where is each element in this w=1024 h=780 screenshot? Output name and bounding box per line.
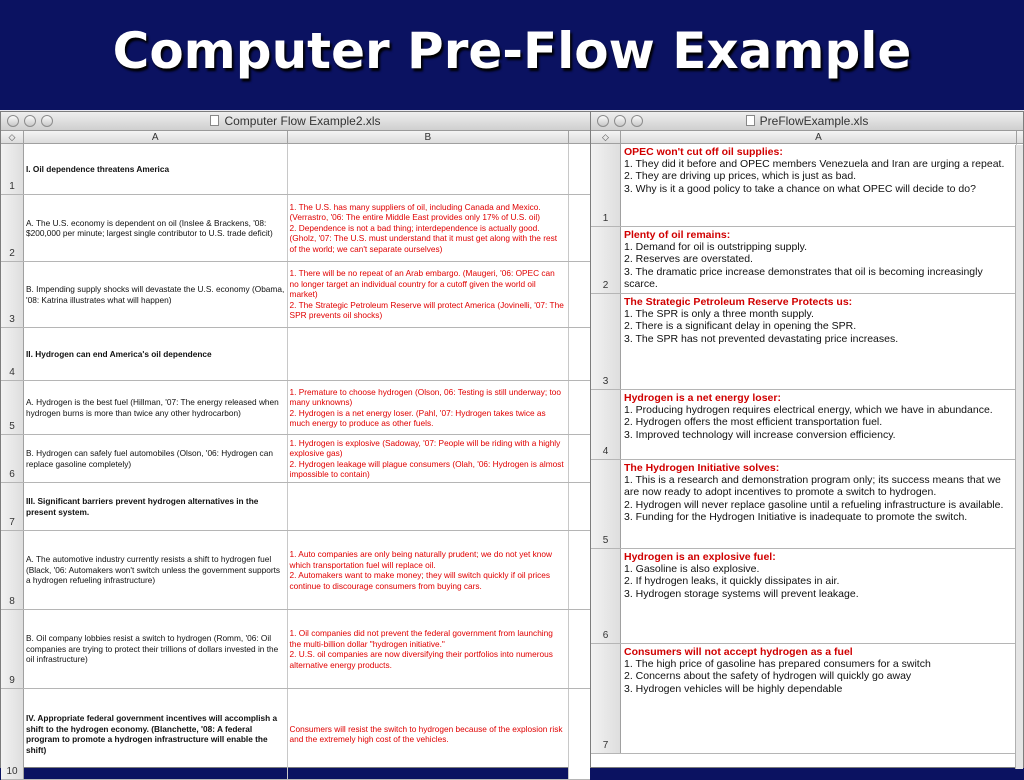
argument-point: 2. If hydrogen leaks, it quickly dissipates in air. (624, 575, 840, 588)
argument-point: 3. Hydrogen vehicles will be highly dependable (624, 682, 843, 695)
row-number[interactable]: 9 (1, 610, 24, 688)
cell-b-text: 1. Oil companies did not prevent the federal government from launching the multi-billion dollar "hydrogen initiative." 2. U.S. oil companies are now diversifying their portfolios into numerous alternative energy products. (289, 628, 553, 670)
select-all-corner[interactable]: ◇ (591, 131, 621, 143)
argument-point: 3. Hydrogen storage systems will prevent leakage. (624, 587, 859, 600)
cell-c[interactable] (569, 483, 590, 530)
cell-a-text: B. Impending supply shocks will devastate the U.S. economy (Obama, '08: Katrina illustrates what will happen) (26, 284, 285, 305)
cell-b-text: 1. The U.S. has many suppliers of oil, including Canada and Mexico. (Verrastro, '06: The entire Middle East provides only 17% of U.S. oil) 2. Dependence is not a bad thing; interdependence is actually good. (Gholz, '07: The U.S. must understand that it must get along with the rest of the world; we can't separate ourselves) (289, 201, 558, 254)
cell-a[interactable] (24, 435, 288, 482)
table-row (1, 435, 590, 483)
cell-b[interactable] (288, 262, 570, 327)
right-grid (591, 144, 1023, 754)
cell-a[interactable] (24, 195, 288, 261)
left-grid (1, 144, 590, 780)
cell-c[interactable] (569, 262, 590, 327)
cell-c[interactable] (569, 144, 590, 194)
row-number[interactable]: 5 (1, 381, 24, 434)
argument-heading: The Strategic Petroleum Reserve Protects us: (624, 296, 853, 308)
cell-a[interactable] (621, 227, 1017, 293)
cell-b-text: 1. Premature to choose hydrogen (Olson, 06: Testing is still underway; too many unknowns) 2. Hydrogen is a net energy loser. (Pahl, '07: Hydrogen takes twice as much energy to produce as other fuels. (289, 386, 562, 428)
document-icon (746, 115, 755, 126)
cell-b[interactable] (288, 531, 570, 609)
table-row (591, 644, 1023, 754)
argument-point: 1. Gasoline is also explosive. (624, 563, 760, 576)
table-row (1, 531, 590, 610)
cell-a-text: IV. Appropriate federal government incentives will accomplish a shift to the hydrogen economy. (Blanchette, '08: A federal program to promote a hydrogen infrastructure will enable the shift) (26, 713, 278, 755)
argument-heading: OPEC won't cut off oil supplies: (624, 146, 783, 158)
right-window-titlebar[interactable] (591, 112, 1023, 131)
cell-a-text: B. Hydrogen can safely fuel automobiles (Olson, '06: Hydrogen can replace gasoline completely) (26, 448, 273, 469)
column-header-a[interactable]: A (24, 131, 288, 143)
argument-point: 1. The SPR is only a three month supply. (624, 308, 814, 321)
argument-point: 3. Funding for the Hydrogen Initiative is inadequate to promote the switch. (624, 510, 968, 523)
minimize-icon[interactable] (614, 115, 626, 127)
table-row (1, 483, 590, 531)
cell-a[interactable] (621, 460, 1017, 548)
cell-b-text: Consumers will resist the switch to hydrogen because of the explosion risk and the extremely high cost of the vehicles. (289, 723, 563, 744)
cell-a-text: A. The U.S. economy is dependent on oil (Inslee & Brackens, '08: $200,000 per minute; largest single contributor to U.S. trade deficit) (26, 217, 273, 238)
cell-a[interactable] (621, 144, 1017, 226)
row-number[interactable]: 7 (1, 483, 24, 530)
table-row (1, 328, 590, 381)
table-row (591, 460, 1023, 549)
cell-b[interactable] (288, 435, 570, 482)
row-number[interactable]: 1 (591, 144, 621, 226)
argument-point: 2. Concerns about the safety of hydrogen will quickly go away (624, 670, 912, 683)
column-header-a[interactable]: A (621, 131, 1017, 143)
row-number[interactable]: 4 (591, 390, 621, 459)
cell-a-text: A. The automotive industry currently resists a shift to hydrogen fuel (Black, '06: Automakers won't switch unless the government supports a hydrogen refueling infrastructure) (26, 554, 281, 586)
row-number[interactable]: 2 (1, 195, 24, 261)
table-row (1, 381, 590, 435)
cell-a[interactable] (621, 294, 1017, 389)
cell-a[interactable] (24, 381, 288, 434)
zoom-icon[interactable] (631, 115, 643, 127)
close-icon[interactable] (7, 115, 19, 127)
cell-a-text: I. Oil dependence threatens America (26, 163, 170, 174)
row-number[interactable]: 3 (1, 262, 24, 327)
cell-a[interactable] (621, 549, 1017, 643)
cell-b[interactable] (288, 689, 570, 779)
argument-point: 1. This is a research and demonstration program only; its success means that we are now ready to adopt incentives to promote a switch to hydrogen. (624, 474, 1001, 499)
argument-point: 2. They are driving up prices, which is just as bad. (624, 170, 857, 183)
cell-a-text: A. Hydrogen is the best fuel (Hillman, '07: The energy released when hydrogen burns is more than twice any other hydrocarbon) (26, 397, 279, 418)
right-spreadsheet-window (590, 111, 1024, 768)
cell-b[interactable] (288, 328, 570, 380)
cell-a-text: B. Oil company lobbies resist a switch to hydrogen (Romm, '06: Oil companies are trying to protect their trillions of dollars invested in the oil infrastructure) (26, 633, 279, 665)
close-icon[interactable] (597, 115, 609, 127)
left-window-titlebar[interactable] (1, 112, 590, 131)
cell-b[interactable] (288, 144, 570, 194)
cell-a[interactable] (24, 328, 288, 380)
cell-b-text: 1. There will be no repeat of an Arab embargo. (Maugeri, '06: OPEC can no longer target an individual country for a cutoff given the world oil market) 2. The Strategic Petroleum Reserve will protect America (Jovinelli, '07: The SPR prevents oil shocks) (289, 268, 564, 321)
cell-a[interactable] (621, 644, 1017, 753)
argument-point: 2. There is a significant delay in opening the SPR. (624, 320, 857, 333)
row-number[interactable]: 5 (591, 460, 621, 548)
argument-point: 2. Hydrogen will never replace gasoline until a refueling infrastructure is available. (624, 498, 1004, 511)
row-number[interactable]: 10 (1, 689, 24, 779)
table-row (1, 610, 590, 689)
left-window-title: Computer Flow Example2.xls (224, 114, 381, 128)
row-number[interactable]: 7 (591, 644, 621, 753)
table-row (591, 227, 1023, 294)
cell-b-text: 1. Auto companies are only being naturally prudent; we do not yet know which transportation fuel will replace oil. 2. Automakers want to make money; they will switch quickly if oil prices continue to discourage consumers from buying cars. (289, 549, 552, 591)
row-number[interactable]: 6 (1, 435, 24, 482)
argument-heading: Hydrogen is an explosive fuel: (624, 551, 776, 563)
table-row (1, 144, 590, 195)
slide-title: Computer Pre-Flow Example (112, 22, 912, 80)
argument-point: 3. The SPR has not prevented devastating price increases. (624, 332, 899, 345)
argument-point: 3. Why is it a good policy to take a chance on what OPEC will decide to do? (624, 182, 976, 195)
argument-point: 1. Producing hydrogen requires electrical energy, which we have in abundance. (624, 404, 993, 417)
cell-c[interactable] (569, 531, 590, 609)
argument-point: 3. The dramatic price increase demonstrates that oil is becoming increasingly scarce. (624, 265, 983, 290)
select-all-corner[interactable]: ◇ (1, 131, 24, 143)
cell-b-text: 1. Hydrogen is explosive (Sadoway, '07: People will be riding with a highly explosive gas) 2. Hydrogen leakage will plague consumers (Olah, '06: Hydrogen is almost impossible to contain) (289, 437, 564, 479)
cell-c[interactable] (569, 195, 590, 261)
cell-b[interactable] (288, 195, 570, 261)
left-column-header-row (1, 131, 590, 144)
cell-a[interactable] (24, 483, 288, 530)
argument-heading: The Hydrogen Initiative solves: (624, 462, 780, 474)
cell-c[interactable] (569, 381, 590, 434)
table-row (1, 689, 590, 780)
cell-a-text: III. Significant barriers prevent hydrogen alternatives in the present system. (26, 496, 259, 517)
argument-heading: Hydrogen is a net energy loser: (624, 392, 781, 404)
argument-point: 2. Reserves are overstated. (624, 253, 753, 266)
cell-a[interactable] (621, 390, 1017, 459)
argument-point: 3. Improved technology will increase conversion efficiency. (624, 428, 896, 441)
cell-a[interactable] (24, 262, 288, 327)
argument-point: 2. Hydrogen offers the most efficient transportation fuel. (624, 416, 883, 429)
argument-point: 1. The high price of gasoline has prepared consumers for a switch (624, 658, 931, 671)
document-icon (210, 115, 219, 126)
cell-a-text: II. Hydrogen can end America's oil dependence (26, 348, 212, 359)
zoom-icon[interactable] (41, 115, 53, 127)
table-row (591, 294, 1023, 390)
minimize-icon[interactable] (24, 115, 36, 127)
cell-c[interactable] (569, 328, 590, 380)
row-number[interactable]: 2 (591, 227, 621, 293)
cell-c[interactable] (569, 610, 590, 688)
column-header-c[interactable] (569, 131, 590, 143)
row-number[interactable]: 4 (1, 328, 24, 380)
argument-point: 1. They did it before and OPEC members Venezuela and Iran are urging a repeat. (624, 158, 1005, 171)
cell-c[interactable] (569, 689, 590, 779)
cell-a[interactable] (24, 610, 288, 688)
vertical-scrollbar[interactable] (1015, 145, 1023, 769)
table-row (591, 390, 1023, 460)
cell-a[interactable] (24, 531, 288, 609)
row-number[interactable]: 6 (591, 549, 621, 643)
table-row (1, 262, 590, 328)
left-spreadsheet-window (0, 111, 591, 777)
argument-point: 1. Demand for oil is outstripping supply. (624, 241, 808, 254)
row-number[interactable]: 3 (591, 294, 621, 389)
column-header-b[interactable]: B (288, 131, 570, 143)
row-number[interactable]: 8 (1, 531, 24, 609)
argument-heading: Plenty of oil remains: (624, 229, 731, 241)
cell-b[interactable] (288, 483, 570, 530)
cell-a[interactable] (24, 144, 288, 194)
cell-c[interactable] (569, 435, 590, 482)
row-number[interactable]: 1 (1, 144, 24, 194)
cell-a[interactable] (24, 689, 288, 779)
table-row (591, 144, 1023, 227)
table-row (591, 549, 1023, 644)
right-column-header-row (591, 131, 1023, 144)
right-window-title: PreFlowExample.xls (759, 114, 869, 128)
cell-b[interactable] (288, 610, 570, 688)
table-row (1, 195, 590, 262)
argument-heading: Consumers will not accept hydrogen as a fuel (624, 646, 853, 658)
cell-b[interactable] (288, 381, 570, 434)
